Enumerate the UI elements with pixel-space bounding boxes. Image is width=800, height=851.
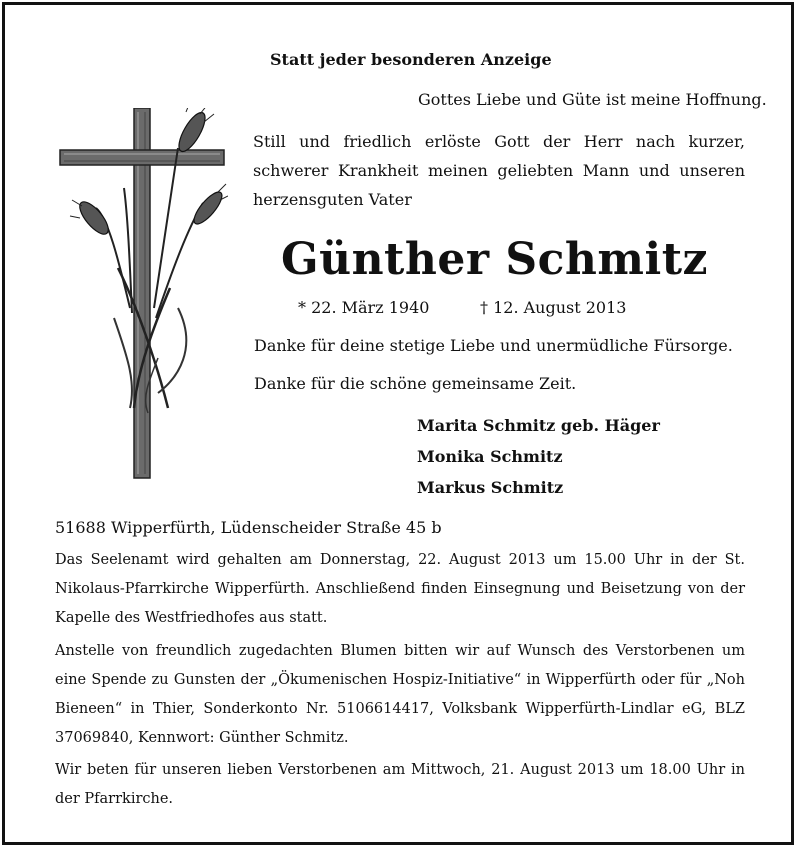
thanks-line-1: Danke für deine stetige Liebe und unermüdliche Fürsorge. <box>254 336 733 355</box>
mourner-2: Monika Schmitz <box>417 447 563 466</box>
notice-header: Statt jeder besonderen Anzeige <box>270 50 552 69</box>
birth-date: * 22. März 1940 <box>298 298 430 317</box>
motto: Gottes Liebe und Güte ist meine Hoffnung. <box>418 90 767 109</box>
cross-with-wheat-icon <box>58 108 228 483</box>
donation-paragraph: Anstelle von freundlich zugedachten Blumen bitten wir auf Wunsch des Verstorbenen um eine Spende zu Gunsten der „Ökumenischen Hospiz-Initiative“ in Wipperfürth oder für „Noh Bieneen“ in Thier, Sonderkonto Nr. 5106614417, Volksbank Wipperfürth-Lindlar eG, BLZ 37069840, Kennwort: Günther Schmitz. <box>55 643 745 746</box>
address: 51688 Wipperfürth, Lüdenscheider Straße 45 b <box>55 518 442 537</box>
intro-text: Still und friedlich erlöste Gott der Herr nach kurzer, schwerer Krankheit meinen geliebten Mann und unseren herzensguten Vater <box>253 132 745 209</box>
service-paragraph: Das Seelenamt wird gehalten am Donnerstag, 22. August 2013 um 15.00 Uhr in der St. Nikolaus-Pfarrkirche Wipperfürth. Anschließend finden Einsegnung und Beisetzung von der Kapelle des Westfriedhofes aus statt. <box>55 552 745 626</box>
mourner-1: Marita Schmitz geb. Häger <box>417 416 660 435</box>
mourner-3: Markus Schmitz <box>417 478 564 497</box>
death-date: † 12. August 2013 <box>480 298 627 317</box>
thanks-line-2: Danke für die schöne gemeinsame Zeit. <box>254 374 577 393</box>
prayer-paragraph: Wir beten für unseren lieben Verstorbenen am Mittwoch, 21. August 2013 um 18.00 Uhr in der Pfarrkirche. <box>55 762 745 807</box>
deceased-name: Günther Schmitz <box>281 234 709 285</box>
